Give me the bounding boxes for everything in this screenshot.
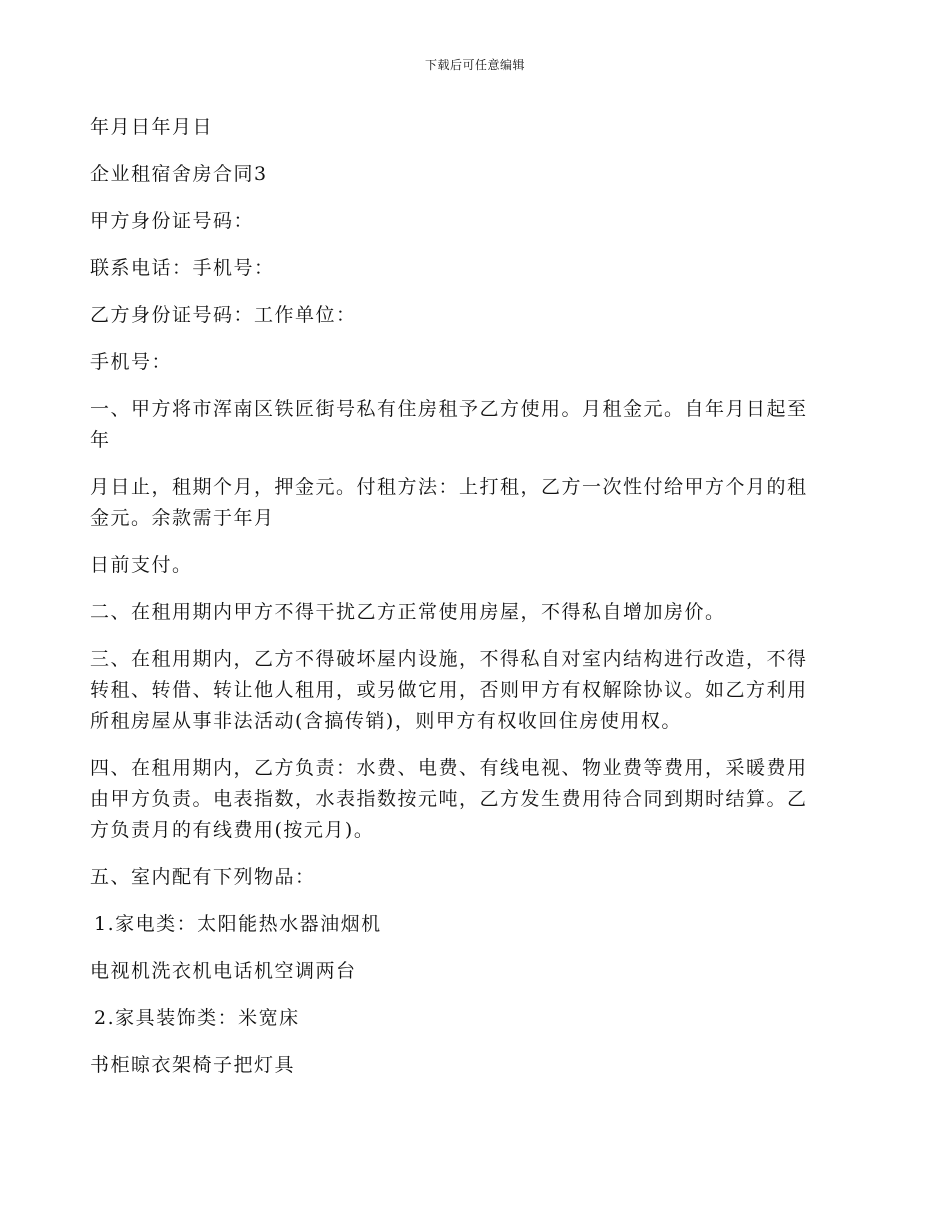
clause-1: 一、甲方将市浑南区铁匠街号私有住房租予乙方使用。月租金元。自年月日起至 年 <box>90 398 808 451</box>
date-line: 年月日年月日 <box>90 116 214 138</box>
appliances-list: 电视机洗衣机电话机空调两台 <box>90 960 357 982</box>
clause-4: 四、在租用期内，乙方负责：水费、电费、有线电视、物业费等费用，采暖费用 由甲方负责。电表指数，水表指数按元吨，乙方发生费用待合同到期时结算。乙 方负责月的有线费用(按元月)。 <box>90 757 808 841</box>
document-body <box>90 112 860 1097</box>
clause-2: 二、在租用期内甲方不得干扰乙方正常使用房屋，不得私自增加房价。 <box>90 601 726 623</box>
clause-1-continued: 月日止，租期个月，押金元。付租方法：上打租，乙方一次性付给甲方个月的租 金元。余款需于年月 <box>90 476 808 529</box>
furniture-item: 2.家具装饰类：米宽床 <box>94 1007 300 1029</box>
party-b-id: 乙方身份证号码：工作单位： <box>90 304 357 326</box>
page-header: 下载后可任意编辑 <box>424 58 525 72</box>
appliances-item: 1.家电类：太阳能热水器油烟机 <box>94 913 382 935</box>
contract-title: 企业租宿舍房合同3 <box>90 163 268 185</box>
clause-3: 三、在租用期内，乙方不得破坏屋内设施，不得私自对室内结构进行改造，不得 转租、转借、转让他人租用，或另做它用，否则甲方有权解除协议。如乙方利用 所租房屋从事非法活动(含搞传销)，则甲方有权收回住房使用权。 <box>90 648 808 732</box>
mobile-phone: 手机号： <box>90 351 173 373</box>
party-a-id: 甲方身份证号码： <box>90 210 255 232</box>
clause-5: 五、室内配有下列物品： <box>90 866 316 888</box>
payment-deadline: 日前支付。 <box>90 554 193 576</box>
furniture-list: 书柜晾衣架椅子把灯具 <box>90 1054 296 1076</box>
contact-phone: 联系电话：手机号： <box>90 257 275 279</box>
